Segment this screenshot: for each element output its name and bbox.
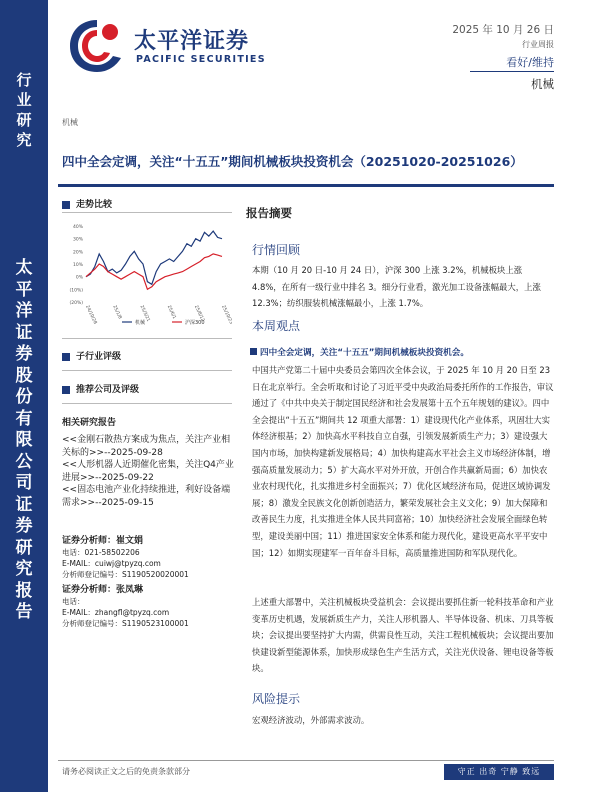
- industry-name: 机械: [531, 77, 554, 91]
- analyst-phone: 电话：021-58502206: [62, 548, 140, 557]
- series-line-hs300: [86, 254, 222, 289]
- x-tick-label: 25/1/8: [111, 304, 123, 320]
- y-tick-label: 10%: [72, 263, 83, 268]
- brand-name-en: PACIFIC SECURITIES: [136, 54, 266, 65]
- brand-logo: [66, 16, 266, 76]
- analyst-label: 证券分析师：: [62, 536, 117, 546]
- recommend-section-header: [62, 382, 232, 395]
- analyst-cert: 分析师登记编号：S1190523100001: [62, 619, 189, 628]
- x-tick-label: 25/8/12: [192, 304, 205, 323]
- related-reports-title: 相关研究报告: [62, 418, 117, 428]
- analyst-label: 证券分析师：: [62, 585, 117, 595]
- view-text-sectors: 上述重大部署中，关注机械板块受益机会：会议提出要抓住新一轮科技革命和产业变革历史机遇，发展新质生产力，关注人形机器人、半导体设备、机床、刀具等板块；会议提出要坚持扩大内需，供需良性互动，关注工程机械板块；会议提出要加快建设新型能源体系，加快形成绿色生产生活方式，关注光伏设备、锂电设备等板块。: [252, 597, 554, 674]
- title-divider: [58, 184, 554, 187]
- section-divider: [62, 212, 232, 213]
- sidebar-company-text: 太平洋证券股份有限公司证券研究报告: [15, 258, 33, 622]
- y-tick-label: 30%: [72, 237, 83, 243]
- analyst-block: [62, 535, 234, 580]
- analyst-phone: 电话：: [62, 597, 85, 606]
- analyst-name: 张凤琳: [116, 585, 144, 595]
- square-bullet-icon: [62, 386, 70, 394]
- analyst-email[interactable]: E-MAIL：zhangfl@tpyzq.com: [62, 608, 170, 617]
- risk-heading: 风险提示: [252, 692, 301, 706]
- section-divider: [62, 370, 232, 371]
- y-tick-label: 0%: [75, 275, 83, 281]
- y-tick-label: 40%: [72, 225, 83, 230]
- y-tick-label: 20%: [72, 250, 83, 256]
- page-title: 四中全会定调，关注“十五五”期间机械板块投资机会（20251020-20251026）: [62, 154, 523, 169]
- industry-rating: 看好/维持: [506, 56, 554, 69]
- x-tick-label: 25/10/23: [220, 304, 232, 326]
- footer-slogan: 守正 出奇 宁静 致远: [444, 764, 554, 780]
- legend-label: 沪深300: [185, 320, 205, 326]
- header-divider: [470, 71, 554, 72]
- highlight-text: 四中全会定调，关注“十五五”期间机械板块投资机会。: [260, 348, 469, 358]
- view-text-main: 中国共产党第二十届中央委员会第四次全体会议，于 2025 年 10 月 20 日至 23 日在北京举行。全会听取和讨论了习近平受中央政治局委托所作的工作报告，审议通过了《中共中央关于制定国民经济和社会发展第十五个五年规划的建议》。四中全会提出“十五五”期间共 12 项重大部署：1）建设现代化产业体系，巩固壮大实体经济根基；2）加快高水平科技自立自强，引领发展新质生产力；3）建设强大国内市场，加快构建新发展格局；4）加快构建高水平社会主义市场经济体制，增强高质量发展动力；5）扩大高水平对外开放，开创合作共赢新局面；6）加快农业农村现代化，扎实推进乡村全面振兴；7）优化区域经济布局，促进区域协调发展；8）激发全民族文化创新创造活力，繁荣发展社会主义文化；9）加大保障和改善民生力度，扎实推进全体人民共同富裕；10）加快经济社会发展全面绿色转型，建设美丽中国；11）推进国家安全体系和能力现代化，建设更高水平平安中国；12）如期实现建军一百年奋斗目标，高质量推进国防和军队现代化。: [252, 365, 554, 558]
- sidebar-category-text: 行业研究: [16, 71, 32, 149]
- analyst-cert: 分析师登记编号：S1190520020001: [62, 570, 189, 579]
- related-report-link[interactable]: <<人形机器人近期催化密集，关注Q4产业进展>>--2025-09-22: [62, 460, 234, 483]
- risk-text: 宏观经济波动，外部需求波动。: [252, 715, 370, 725]
- square-bullet-icon: [250, 348, 257, 355]
- analyst-name: 崔文娟: [116, 536, 144, 546]
- y-tick-label: (20%): [69, 301, 83, 306]
- analyst-email[interactable]: E-MAIL：cuiwj@tpyzq.com: [62, 559, 161, 568]
- section-divider: [62, 338, 232, 339]
- related-report-link[interactable]: <<固态电池产业化持续推进，利好设备端需求>>--2025-09-15: [62, 485, 231, 508]
- trend-chart: [62, 218, 232, 330]
- breadcrumb: 机械: [62, 118, 78, 127]
- x-tick-label: 25/3/21: [138, 304, 151, 323]
- section-divider: [62, 403, 232, 404]
- square-bullet-icon: [62, 353, 70, 361]
- brand-name-cn: 太平洋证券: [134, 29, 250, 54]
- sidebar-band: [0, 0, 48, 792]
- square-bullet-icon: [62, 201, 70, 209]
- recommend-title: 推荐公司及评级: [76, 385, 140, 395]
- related-report-link[interactable]: <<金刚石散热方案成为焦点，关注产业相关标的>>--2025-09-28: [62, 435, 231, 458]
- related-reports-list: [62, 434, 234, 509]
- logo-emblem-icon: [66, 16, 128, 76]
- x-tick-label: 24/10/28: [84, 304, 98, 326]
- trend-title: 走势比较: [76, 200, 113, 210]
- highlight-line: [250, 346, 469, 358]
- report-date: 2025 年 10 月 26 日: [452, 24, 554, 36]
- footer-disclaimer: 请务必阅读正文之后的免责条款部分: [62, 767, 190, 776]
- series-line-machinery: [86, 231, 222, 284]
- footer-divider: [58, 760, 554, 761]
- legend-label: 机械: [135, 320, 146, 326]
- y-tick-label: (10%): [69, 288, 83, 294]
- sub-rating-title: 子行业评级: [76, 352, 122, 362]
- trend-section-header: [62, 197, 232, 210]
- abstract-title: 报告摘要: [246, 206, 292, 220]
- review-heading: 行情回顾: [252, 243, 301, 257]
- review-text: 本期（10 月 20 日-10 月 24 日），沪深 300 上涨 3.2%，机械板块上涨 4.8%，在所有一级行业中排名 3。细分行业看，激光加工设备涨幅最大，上涨 12.3%；纺织服装机械涨幅最小，上涨 1.7%。: [252, 265, 541, 309]
- x-tick-label: 25/6/1: [165, 304, 177, 320]
- sub-rating-section-header: [62, 349, 232, 362]
- trend-chart-svg: [62, 218, 232, 330]
- view-heading: 本周观点: [252, 319, 301, 333]
- report-type: 行业周报: [522, 40, 554, 49]
- analyst-block: [62, 584, 234, 629]
